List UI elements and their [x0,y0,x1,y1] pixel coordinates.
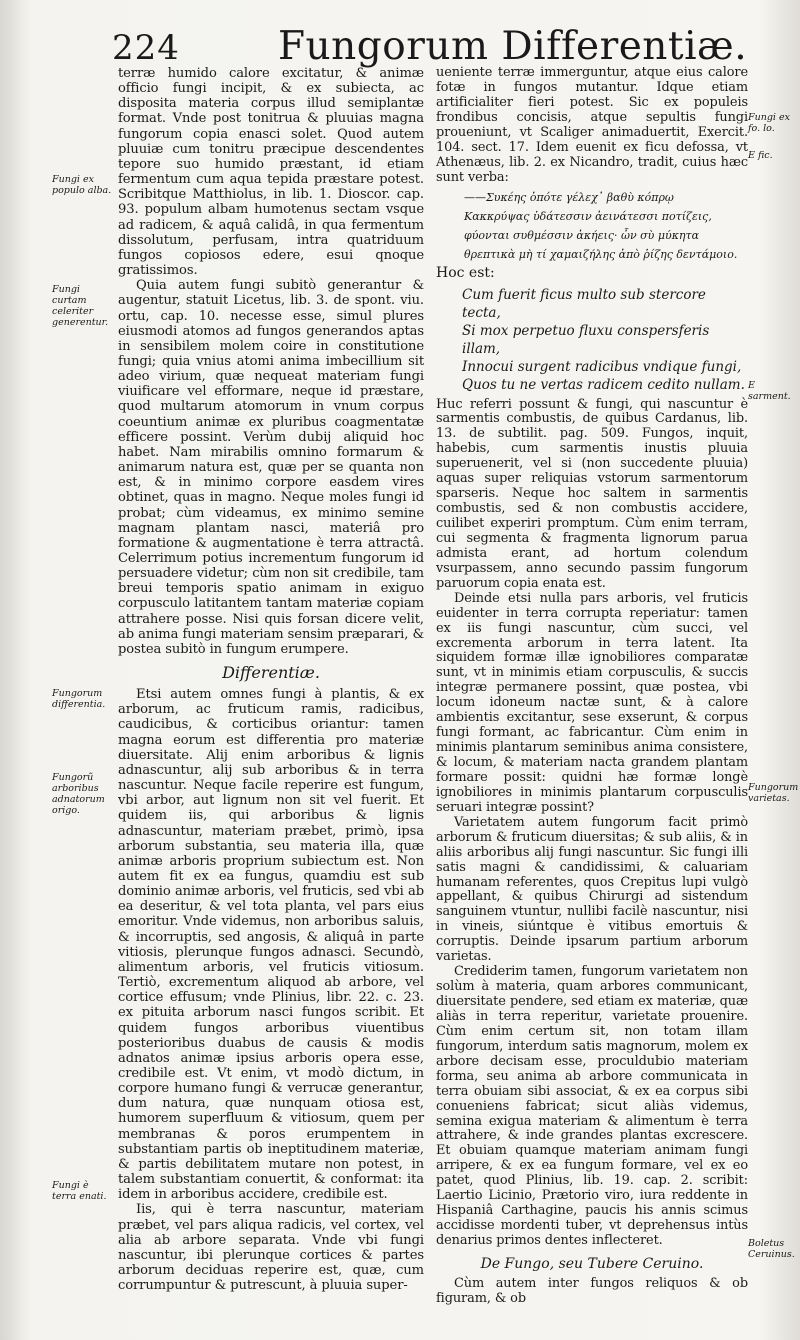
paragraph: Huc referri possunt & fungi, qui nascuntur è sarmentis combustis, de quibus Cardanus, lib. 13. de subtilit. pag. 509. Fungos, inquit, habebis, cum sarmentis inustis pluuia superuenerit, vel si (non succedente pluuia) aquas super reliquias vstorum sarmentorum sparseris. Neque hoc saltem in sarmentis combustis, sed & non combustis accidere, cuilibet experiri promptum. Cùm enim terram, cui segmenta & fragmenta lignorum parua admista erant, ad hortum colendum vsurpassem, anno secundo passim fungorum paruorum copia enata est. [436,396,748,591]
margin-note: Fungorum varietas. [748,782,799,804]
page-number: 224 [112,28,180,68]
paragraph: Varietatem autem fungorum facit primò arborum & fruticum diuersitas; & sub aliis, & in aliis arboribus alij fungi nascuntur. Sic fungi illi satis magni & candidissimi, & caluariam humanam referentes, quos Crepitus lupi vulgò appellant, & quibus Chirurgi ad sistendum sanguinem vtuntur, nullibi facilè nascuntur, nisi in vineis, siúntque è vitibus emortuis & corruptis. Deinde ipsarum partium arborum varietas. [436,814,748,965]
margin-note: Boletus Ceruinus. [748,1238,795,1260]
margin-note: Fungi ex fo. lo. [748,112,790,134]
paragraph: Deinde etsi nulla pars arboris, vel fruticis euidenter in terra corrupta reperiatur: tamen ex iis fungi nascuntur, cùm succi, vel excrementa arborum in terra latent. Ita siquidem formæ illæ ignobiliores comparatæ sunt, vt in minimis etiam corpusculis, & succis integræ permanere possint, quæ postea, vbi locum idoneum nactæ sunt, & à calore ambientis excitantur, sese exserunt, & corpus fungi formant, ac fabricantur. Cùm enim in minimis plantarum seminibus anima consistere, & locum, & materiam nacta grandem plantam formare possit: quidni hæ formæ longè ignobiliores in minimis plantarum corpusculis seruari integræ possint? [436,590,748,815]
margin-note: Fungi ex populo alba. [52,174,112,196]
margin-note: Fungi è terra enati. [52,1180,107,1202]
paragraph: Crediderim tamen, fungorum varietatem non solùm à materia, quam arbores communicant, diuersitate pendere, sed etiam ex materiæ, quæ aliàs in terra reperitur, varietate prouenire. Cùm enim certum sit, non totam illam fungorum, interdum satis magnorum, molem ex arbore decisam esse, proculdubio materiam forma, seu anima ab arbore communicata in terra obuiam sibi associat, & ex ea corpus sibi conueniens fabricat; sicut aliàs videmus, semina exigua materiam & alimentum è terra attrahere, & inde grandes plantas excrescere. Et obuiam quamque materiam animam fungi arripere, & ex ea fungum formare, vel ex eo patet, quod Plinius, lib. 19. cap. 2. scribit: Laertio Licinio, Prætorio viro, iura reddente in Hispaniâ Carthagine, paucis his annis scimus accidisse mordenti tuber, vt deprehensus intùs denarius primos dentes inflecteret. [436,964,748,1248]
section-subheading: De Fungo, seu Tubere Ceruino. [480,1255,704,1272]
margin-note: E fic. [748,150,773,161]
paragraph: Iis, qui è terra nascuntur, materiam præbet, vel pars aliqua radicis, vel cortex, vel alia ab arbore separata. Vnde vbi fungi nascuntur, ibi plerunque cortices & partes arborum deciduas reperire est, quæ, cum corrumpuntur & putrescunt, à pluuia super- [118,1202,424,1294]
paragraph: Cùm autem inter fungos reliquos & ob figuram, & ob [436,1275,748,1306]
paragraph: ueniente terræ immerguntur, atque eius calore fotæ in fungos mutantur. Idque etiam artificialiter fieri potest. Sic ex populeis frondibus concisis, atque sepultis fungi proueniunt, vt Scaliger animaduertit, Exercit. 104. sect. 17. Idem euenit ex ficu defossa, vt Athenæus, lib. 2. ex Nicandro, tradit, cuius hæc sunt verba: [436,65,748,185]
paragraph: Etsi autem omnes fungi à plantis, & ex arborum, ac fruticum ramis, radicibus, caudicibus, & corticibus oriantur: tamen magna eorum est differentia pro materiæ diuersitate. Alij enim arboribus & lignis adnascuntur, alij sub arboribus & in terra nascuntur. Neque facile reperire est fungum, vbi arbor, aut lignum non sit vel fuerit. Et quidem iis, qui arboribus & lignis adnascuntur, materiam præbet, primò, ipsa arborum substantia, seu materia illa, quæ animæ arboris proprium subiectum est. Non autem fit ex ea fungus, quamdiu est sub dominio animæ arboris, vel fruticis, sed vbi ab ea deseritur, & vel tota planta, vel pars eius emoritur. Vnde videmus, non arboribus saluis, & incorruptis, sed angosis, & aliquâ in parte vitiosis, plerunque fungos adnasci. Secundò, alimentum arboris, vel fruticis vitiosum. Tertiò, excrementum aliquod ab arbore, vel cortice effusum; vnde Plinius, libr. 22. c. 23. ex pituita arborum nasci fungos scribit. Et quidem fungos arboribus viuentibus posterioribus duabus de causis & modis adnatos animæ ipsius arboris opera esse, credibile est. Vt enim, vt modò dictum, in corpore humano fungi & verrucæ generantur, dum natura, quæ nunquam otiosa est, humorem superfluum & vitiosum, quem per membranas & poros erumpentem in substantiam partis ob ineptitudinem materiæ, & partis debilitatem mutare non potest, in talem substantiam conuertit, & conformat: ita idem in arboribus accidere, credibile est. [118,687,424,1203]
margin-note: Fungi curtam celeriter generentur. [52,284,109,328]
paragraph: Quia autem fungi subitò generantur & augentur, statuit Licetus, lib. 3. de spont. viu. ortu, cap. 10. necesse esse, simul plures eiusmodi atomos ad fungos generandos aptas in sensibilem molem coire in constitutione fungi; quia vnius atomi anima imbecillium sit adeo virium, quæ nequeat materiam fungi viuificare vel efformare, neque id præstare, quod multarum atomorum in vnum corpus coeuntium animæ ex pluribus coagmentatæ efficere possint. Verùm dubij aliquid hoc habet. Nam mirabilis omnino formarum & animarum natura est, quæ per se quanta non est, & in minimo corpore easdem vires obtinet, quas in magno. Neque moles fungi id probat; cùm videamus, ex minimo semine magnam plantam nasci, materiâ pro formatione & augmentatione è terra attractâ. Celerrimum potius incrementum fungorum id persuadere videtur; cùm non sit credibile, tam breui temporis spatio animam in exiguo corpusculo latitantem tantam materiæ copiam attrahere posse. Nisi quis forsan dicere velit, ab anima fungi materiam sensim præparari, & postea subitò in fungum erumpere. [118,278,424,657]
margin-note: Fungorũ arboribus adnatorum origo. [52,772,105,816]
running-title: Fungorum Differentiæ. [278,24,748,69]
margin-note: Fungorum differentia. [52,688,106,710]
paragraph: terræ humido calore excitatur, & animæ officio fungi incipit, & ex subiecta, ac disposita materia corpus illud semiplantæ format. Vnde post tonitrua & pluuias magna fungorum copia enasci solet. Quod autem pluuiæ cum tonitru præcipue descendentes tepore suo humido præstant, id etiam fermentum cum aqua tepida præstare potest. Scribitque Matthiolus, in lib. 1. Dioscor. cap. 93. populum albam humotenus sectam vsque ad radicem, & aquâ calidâ, in qua fermentum dissolutum, perfusam, intra quatriduum fungos copiosos edere, esui qnoque gratissimos. [118,66,424,279]
greek-quotation: ——Συκέης ὁπότε γέλεχ᾽ βαθὺ κόπρῳ Κακκρύψας ὑδάτεσσιν ἀεινάτεσσι ποτίζεις, φύονται συθμέσσιν ἀκήεις· ὧν σὺ μύκητα θρεπτικὰ μὴ τί χαμαιζήλης ἀπὸ ῥίζης δεντάμοιο. [464,190,738,261]
translation-label: Hoc est: [436,264,495,281]
latin-verse: Cum fuerit ficus multo sub stercore tecta, Si mox perpetuo fluxu conspersferis illam, Innocui surgent radicibus vndique fungi, Quos tu ne vertas radicem cedito nullam. [462,286,745,393]
left-text-column [118,66,424,1293]
right-text-column [436,66,748,1307]
section-heading: Differentiæ. [222,663,320,683]
margin-note: E sarment. [748,380,791,402]
